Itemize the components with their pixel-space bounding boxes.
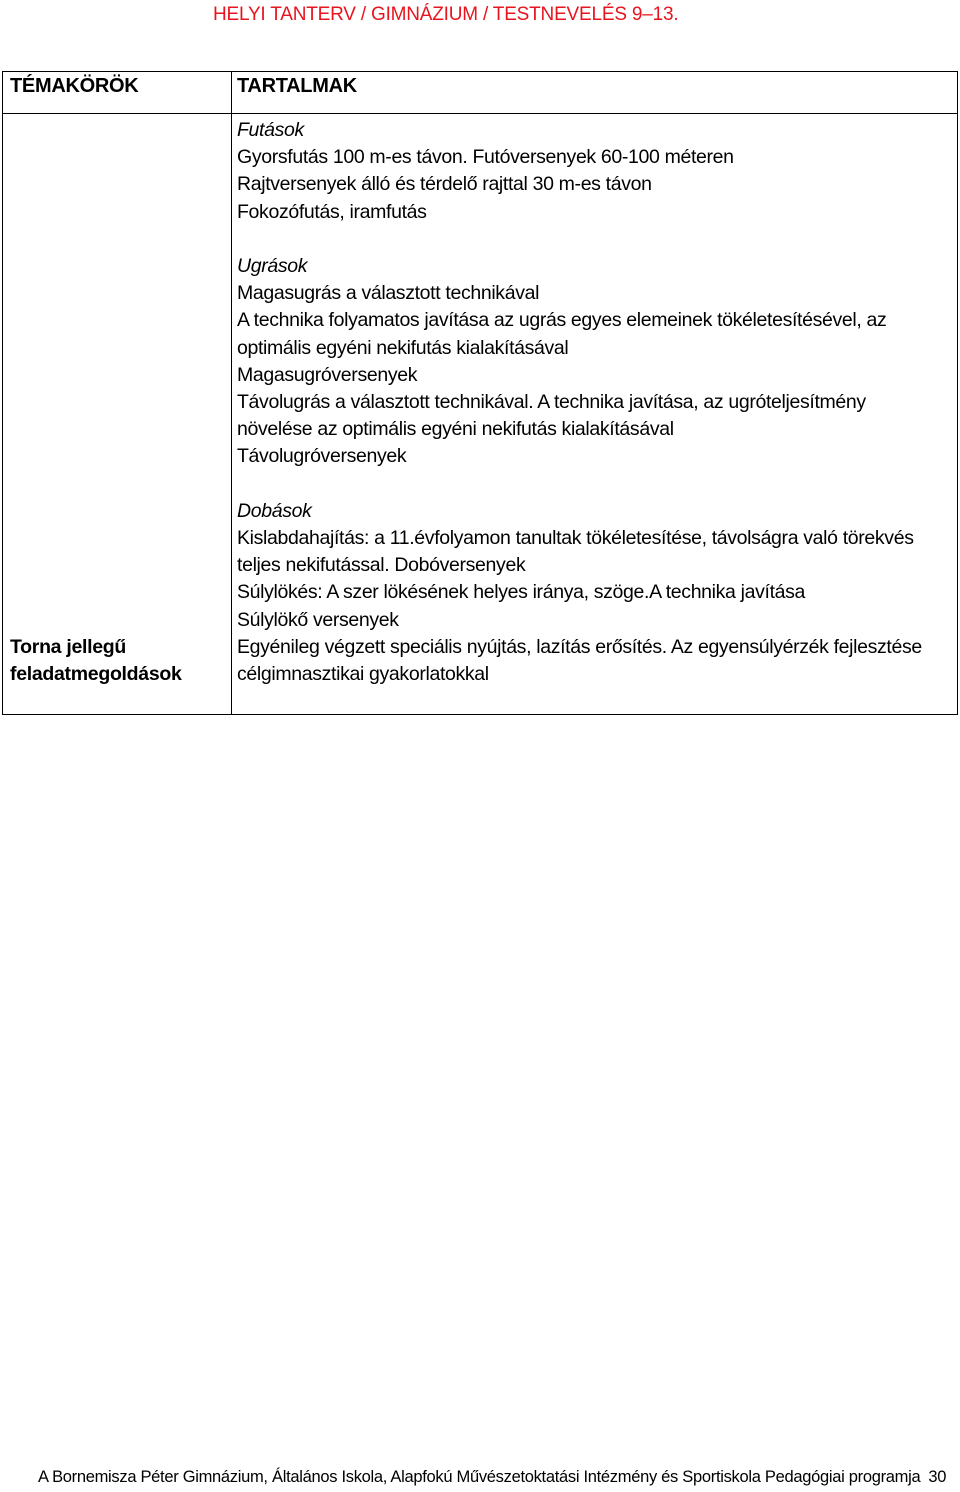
page-number: 30 xyxy=(928,1468,947,1486)
content-line: Magasugróversenyek xyxy=(237,363,418,386)
column-header-contents-label: TARTALMAK xyxy=(237,75,357,97)
content-line: Egyénileg végzett speciális nyújtás, lazítás erősítés. Az egyensúlyérzék fejlesztése xyxy=(237,635,922,658)
content-line: Távolugrás a választott technikával. A technika javítása, az ugróteljesítmény xyxy=(237,391,866,414)
page-footer xyxy=(38,1468,946,1487)
column-header-contents xyxy=(232,72,958,114)
column-header-topics xyxy=(3,72,232,114)
topic-label-line: feladatmegoldások xyxy=(10,663,182,686)
section-futasok xyxy=(237,117,953,226)
content-line: A technika folyamatos javítása az ugrás egyes elemeinek tökéletesítésével, az xyxy=(237,309,887,332)
footer-text: A Bornemisza Péter Gimnázium, Általános Iskola, Alapfokú Művészetoktatási Intézmény és Sportiskola Pedagógiai programja xyxy=(38,1468,921,1486)
content-line: optimális egyéni nekifutás kialakításával xyxy=(237,336,569,359)
topic-label-line: Torna jellegű xyxy=(10,636,127,659)
column-header-topics-label: TÉMAKÖRÖK xyxy=(10,75,139,97)
content-line: Gyorsfutás 100 m-es távon. Futóversenyek 60-100 méteren xyxy=(237,146,734,169)
topic-cell xyxy=(3,114,232,715)
table-header-row xyxy=(3,72,958,114)
section-dobasok xyxy=(237,498,953,688)
content-line: Rajtversenyek álló és térdelő rajttal 30 m-es távon xyxy=(237,173,652,196)
page-header-title: HELYI TANTERV / GIMNÁZIUM / TESTNEVELÉS 9–13. xyxy=(213,4,679,25)
content-line: célgimnasztikai gyakorlatokkal xyxy=(237,663,489,686)
content-line: Távolugróversenyek xyxy=(237,445,407,468)
content-line: Magasugrás a választott technikával xyxy=(237,282,540,305)
section-title: Ugrások xyxy=(237,255,308,277)
topic-label xyxy=(3,634,231,714)
section-title: Dobások xyxy=(237,499,312,522)
content-line: Kislabdahajítás: a 11.évfolyamon tanultak tökéletesítése, távolságra való törekvés xyxy=(237,527,914,550)
section-title: Futások xyxy=(237,119,304,141)
contents-cell xyxy=(232,114,958,715)
content-line: Fokozófutás, iramfutás xyxy=(237,200,427,223)
section-ugrasok xyxy=(237,253,953,471)
content-line: Súlylökő versenyek xyxy=(237,608,399,631)
curriculum-table xyxy=(2,71,958,715)
table-row xyxy=(3,114,958,715)
content-line: teljes nekifutással. Dobóversenyek xyxy=(237,554,526,577)
content-line: növelése az optimális egyéni nekifutás kialakításával xyxy=(237,418,674,441)
content-line: Súlylökés: A szer lökésének helyes iránya, szöge.A technika javítása xyxy=(237,581,806,604)
